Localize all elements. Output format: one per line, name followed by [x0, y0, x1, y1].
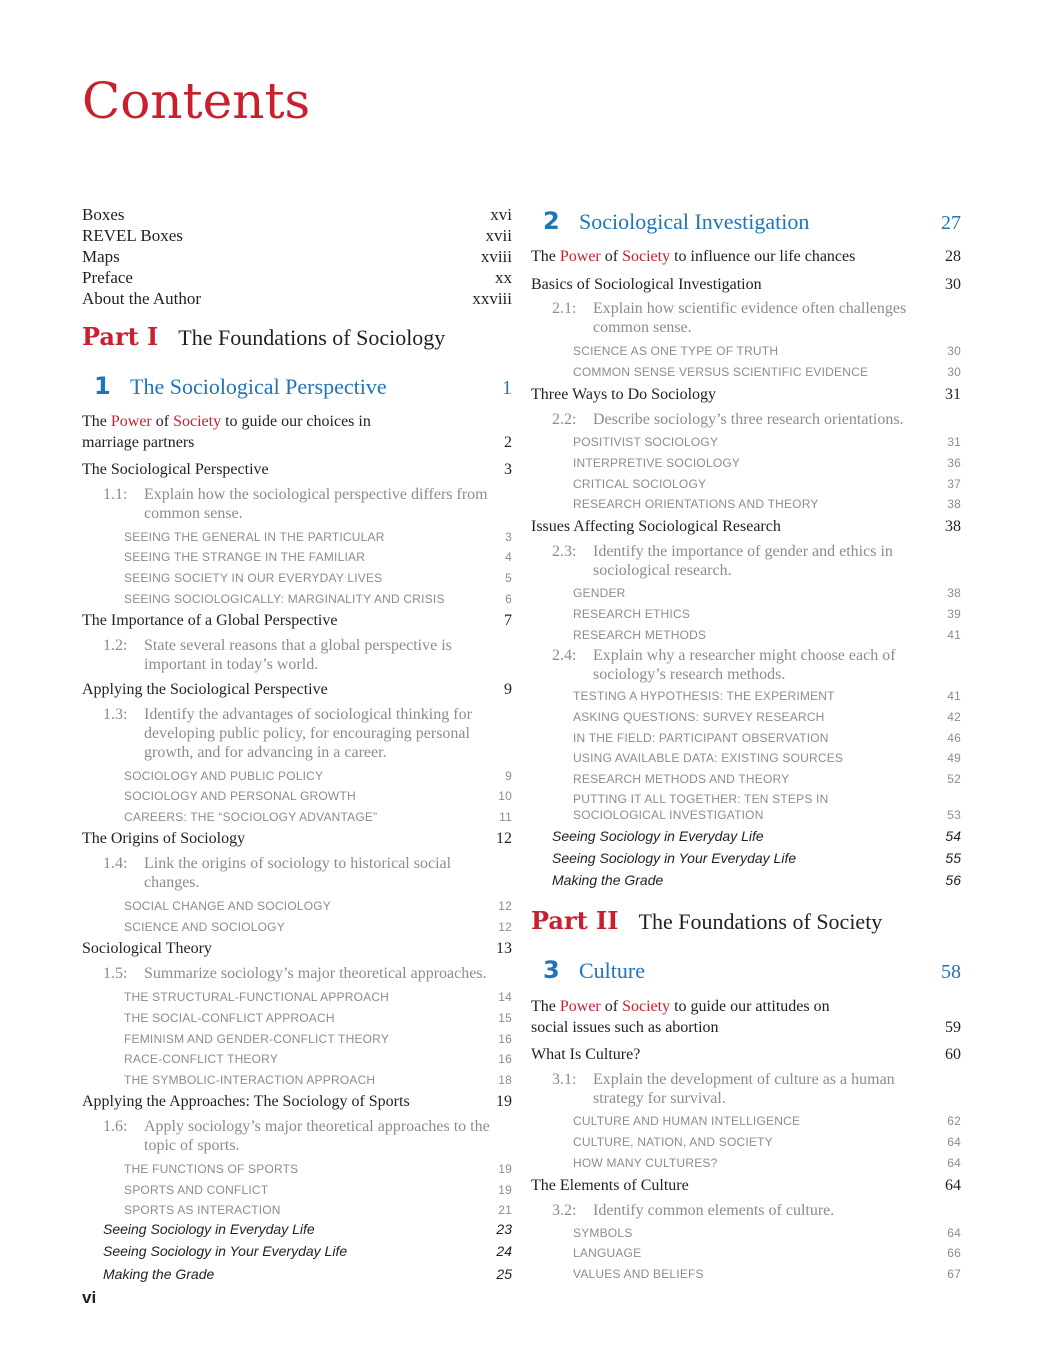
entry-title: THE SOCIAL-CONFLICT APPROACH	[124, 1011, 335, 1025]
part-heading: Part II The Foundations of Society	[531, 906, 883, 935]
entry-page: 49	[947, 751, 961, 765]
objective-number: 2.3:	[552, 543, 577, 560]
entry-title: Three Ways to Do Sociology	[531, 386, 717, 403]
entry-page: 6	[505, 592, 512, 606]
entry-title: CULTURE AND HUMAN INTELLIGENCE	[573, 1114, 801, 1128]
entry-page: 16	[498, 1052, 512, 1066]
toc-section-entry[interactable]	[82, 828, 512, 849]
toc-subsection-entry[interactable]	[124, 768, 512, 784]
toc-section-entry[interactable]	[82, 610, 512, 631]
entry-page: 15	[498, 1011, 512, 1025]
toc-subsection-entry[interactable]	[573, 1245, 961, 1261]
entry-page: 3	[504, 461, 512, 478]
toc-front-entry[interactable]: Maps xviii	[82, 247, 512, 266]
entry-title: SEEING SOCIETY IN OUR EVERYDAY LIVES	[124, 571, 383, 585]
entry-title: LANGUAGE	[573, 1246, 642, 1260]
toc-subsection-entry[interactable]	[124, 591, 512, 607]
toc-power-entry[interactable]: The Power of Society to guide our attitudes on social issues such as abortion 59	[531, 998, 961, 1036]
toc-subsection-entry[interactable]	[573, 791, 961, 823]
entry-page: 38	[945, 518, 961, 535]
entry-title: SCIENCE AND SOCIOLOGY	[124, 920, 285, 934]
toc-section-entry[interactable]	[82, 938, 512, 959]
entry-page: 5	[505, 571, 512, 585]
toc-subsection-entry[interactable]	[573, 496, 961, 512]
entry-title: RESEARCH ETHICS	[573, 607, 691, 621]
toc-section-entry[interactable]	[82, 1091, 512, 1112]
toc-feature-entry[interactable]	[103, 1265, 512, 1283]
entry-page: 62	[947, 1114, 961, 1128]
toc-section-entry[interactable]	[82, 459, 512, 480]
objective-number: 1.4:	[103, 855, 128, 872]
entry-title: SOCIOLOGY AND PUBLIC POLICY	[124, 769, 324, 783]
toc-subsection-entry[interactable]	[573, 476, 961, 492]
toc-subsection-entry[interactable]	[573, 1266, 961, 1282]
entry-page: 37	[947, 477, 961, 491]
objective-text: Describe sociology’s three research orientations.	[593, 411, 904, 428]
entry-page: 14	[498, 990, 512, 1004]
entry-page: 23	[496, 1221, 512, 1237]
objective-text: Summarize sociology’s major theoretical approaches.	[144, 965, 487, 982]
entry-page: 11	[499, 810, 512, 824]
entry-title: The Origins of Sociology	[82, 830, 246, 847]
learning-objective[interactable]	[552, 646, 961, 684]
objective-number: 1.3:	[103, 706, 128, 723]
entry-title: SPORTS AS INTERACTION	[124, 1203, 281, 1217]
entry-title: SPORTS AND CONFLICT	[124, 1183, 269, 1197]
toc-subsection-entry[interactable]	[124, 549, 512, 565]
entry-title: The Elements of Culture	[531, 1177, 689, 1194]
toc-subsection-entry[interactable]	[124, 1072, 512, 1088]
entry-page: 25	[496, 1266, 512, 1282]
toc-feature-entry[interactable]	[552, 827, 961, 845]
entry-title: SEEING THE GENERAL IN THE PARTICULAR	[124, 530, 385, 544]
entry-page: 19	[498, 1162, 512, 1176]
toc-subsection-entry[interactable]	[573, 709, 961, 725]
objective-text: State several reasons that a global perspective is important in today’s world.	[144, 637, 452, 673]
chapter-heading[interactable]: 1 The Sociological Perspective 1	[94, 372, 512, 400]
objective-number: 1.1:	[103, 486, 128, 503]
toc-subsection-entry[interactable]	[124, 1202, 512, 1218]
entry-page: 38	[947, 586, 961, 600]
objective-text: Explain how scientific evidence often challenges common sense.	[593, 300, 907, 336]
entry-page: 54	[945, 828, 961, 844]
entry-page: 55	[945, 850, 961, 866]
entry-page: 31	[945, 386, 961, 403]
toc-section-entry[interactable]	[82, 679, 512, 700]
entry-page: 21	[498, 1203, 512, 1217]
entry-title: FEMINISM AND GENDER-CONFLICT THEORY	[124, 1032, 390, 1046]
toc-subsection-entry[interactable]	[573, 343, 961, 359]
toc-subsection-entry[interactable]	[124, 529, 512, 545]
entry-title: Applying the Approaches: The Sociology of Sports	[82, 1093, 410, 1110]
entry-page: 46	[947, 731, 961, 745]
entry-page: 38	[947, 497, 961, 511]
entry-title: Sociological Theory	[82, 940, 212, 957]
objective-text: Explain the development of culture as a human strategy for survival.	[593, 1071, 895, 1107]
entry-title: SOCIOLOGY AND PERSONAL GROWTH	[124, 789, 356, 803]
entry-title: SOCIAL CHANGE AND SOCIOLOGY	[124, 899, 332, 913]
toc-subsection-entry[interactable]	[124, 788, 512, 804]
toc-section-entry[interactable]	[531, 516, 961, 537]
objective-number: 1.6:	[103, 1118, 128, 1135]
toc-front-entry[interactable]: About the Author xxviii	[82, 289, 512, 308]
entry-title: SEEING SOCIOLOGICALLY: MARGINALITY AND CRISIS	[124, 592, 445, 606]
toc-section-entry[interactable]	[531, 1044, 961, 1065]
entry-title: CAREERS: THE “SOCIOLOGY ADVANTAGE”	[124, 810, 378, 824]
objective-number: 2.2:	[552, 411, 577, 428]
entry-page: 19	[496, 1093, 512, 1110]
entry-title: INTERPRETIVE SOCIOLOGY	[573, 456, 741, 470]
entry-page: 67	[947, 1267, 961, 1281]
toc-subsection-entry[interactable]	[573, 627, 961, 643]
entry-title: The Importance of a Global Perspective	[82, 612, 338, 629]
entry-page: 56	[945, 872, 961, 888]
page-number: vi	[82, 1288, 97, 1307]
entry-title: RACE-CONFLICT THEORY	[124, 1052, 279, 1066]
entry-title: RESEARCH METHODS AND THEORY	[573, 772, 790, 786]
entry-page: 53	[947, 808, 961, 822]
entry-title: Seeing Sociology in Your Everyday Life	[103, 1243, 348, 1259]
entry-page: 31	[947, 435, 961, 449]
entry-title: Making the Grade	[103, 1266, 215, 1282]
entry-title: GENDER	[573, 586, 626, 600]
part-heading: Part I The Foundations of Sociology	[82, 322, 446, 351]
entry-page: 30	[947, 365, 961, 379]
toc-feature-entry[interactable]	[552, 849, 961, 867]
entry-title: Making the Grade	[552, 872, 664, 888]
entry-page: 3	[505, 530, 512, 544]
entry-page: 52	[947, 772, 961, 786]
learning-objective[interactable]	[103, 636, 512, 674]
entry-title: What Is Culture?	[531, 1046, 641, 1063]
entry-page: 13	[496, 940, 512, 957]
learning-objective[interactable]	[552, 410, 961, 429]
toc-subsection-entry[interactable]	[573, 364, 961, 380]
toc-subsection-entry[interactable]	[124, 898, 512, 914]
entry-title: Seeing Sociology in Everyday Life	[552, 828, 764, 844]
entry-page: 42	[947, 710, 961, 724]
toc-subsection-entry[interactable]	[573, 585, 961, 601]
entry-title: Seeing Sociology in Everyday Life	[103, 1221, 315, 1237]
toc-subsection-entry[interactable]	[124, 1161, 512, 1177]
entry-page: 64	[947, 1135, 961, 1149]
toc-subsection-entry[interactable]	[124, 1051, 512, 1067]
objective-number: 2.4:	[552, 647, 577, 664]
entry-page: 41	[947, 689, 961, 703]
chapter-heading[interactable]: 3 Culture 58	[543, 956, 961, 984]
objective-text: Identify the importance of gender and ethics in sociological research.	[593, 543, 893, 579]
entry-title: Basics of Sociological Investigation	[531, 276, 762, 293]
objective-text: Explain how the sociological perspective differs from common sense.	[144, 486, 488, 522]
entry-title: Applying the Sociological Perspective	[82, 681, 328, 698]
toc-subsection-entry[interactable]	[124, 1182, 512, 1198]
entry-page: 10	[498, 789, 512, 803]
toc-power-entry[interactable]: The Power of Society to guide our choices in marriage partners 2	[82, 413, 512, 451]
entry-title: SEEING THE STRANGE IN THE FAMILIAR	[124, 550, 366, 564]
entry-title: CRITICAL SOCIOLOGY	[573, 477, 707, 491]
objective-number: 3.1:	[552, 1071, 577, 1088]
learning-objective[interactable]	[103, 1117, 512, 1155]
entry-page: 9	[505, 769, 512, 783]
learning-objective[interactable]	[552, 299, 961, 337]
chapter-heading[interactable]: 2 Sociological Investigation 27	[543, 207, 961, 235]
entry-page: 66	[947, 1246, 961, 1260]
toc-feature-entry[interactable]	[552, 871, 961, 889]
entry-page: 4	[505, 550, 512, 564]
toc-subsection-entry[interactable]	[573, 1113, 961, 1129]
page-title: Contents	[82, 72, 311, 130]
toc-subsection-entry[interactable]	[573, 1225, 961, 1241]
entry-page: 18	[498, 1073, 512, 1087]
toc-subsection-entry[interactable]	[573, 1155, 961, 1171]
toc-subsection-entry[interactable]	[124, 989, 512, 1005]
objective-text: Identify the advantages of sociological thinking for developing public policy, for encouraging personal growth, and for advancing in a career.	[144, 706, 472, 761]
learning-objective[interactable]	[552, 542, 961, 580]
entry-page: 24	[496, 1243, 512, 1259]
entry-page: 39	[947, 607, 961, 621]
toc-subsection-entry[interactable]	[573, 750, 961, 766]
toc-subsection-entry[interactable]	[573, 688, 961, 704]
entry-page: 64	[947, 1156, 961, 1170]
objective-text: Link the origins of sociology to historical social changes.	[144, 855, 452, 891]
entry-page: 16	[498, 1032, 512, 1046]
toc-feature-entry[interactable]	[103, 1220, 512, 1238]
entry-page: 7	[504, 612, 512, 629]
entry-title: CULTURE, NATION, AND SOCIETY	[573, 1135, 773, 1149]
learning-objective[interactable]	[552, 1201, 961, 1220]
entry-page: 60	[945, 1046, 961, 1063]
toc-subsection-entry[interactable]	[573, 434, 961, 450]
entry-page: 12	[498, 899, 512, 913]
toc-section-entry[interactable]	[531, 384, 961, 405]
learning-objective[interactable]	[552, 1070, 961, 1108]
entry-title: RESEARCH METHODS	[573, 628, 707, 642]
entry-title: IN THE FIELD: PARTICIPANT OBSERVATION	[573, 731, 829, 745]
entry-page: 9	[504, 681, 512, 698]
toc-section-entry[interactable]	[531, 1175, 961, 1196]
learning-objective[interactable]	[103, 705, 512, 762]
entry-title: Seeing Sociology in Your Everyday Life	[552, 850, 797, 866]
entry-title: PUTTING IT ALL TOGETHER: TEN STEPS IN SOCIOLOGICAL INVESTIGATION	[573, 792, 829, 822]
objective-text: Identify common elements of culture.	[593, 1202, 835, 1219]
entry-page: 12	[496, 830, 512, 847]
objective-number: 1.5:	[103, 965, 128, 982]
entry-title: COMMON SENSE VERSUS SCIENTIFIC EVIDENCE	[573, 365, 869, 379]
entry-title: USING AVAILABLE DATA: EXISTING SOURCES	[573, 751, 844, 765]
toc-subsection-entry[interactable]	[124, 809, 512, 825]
entry-title: THE STRUCTURAL-FUNCTIONAL APPROACH	[124, 990, 390, 1004]
toc-subsection-entry[interactable]	[573, 730, 961, 746]
entry-title: SYMBOLS	[573, 1226, 633, 1240]
toc-subsection-entry[interactable]	[124, 570, 512, 586]
entry-page: 30	[945, 276, 961, 293]
objective-text: Explain why a researcher might choose each of sociology’s research methods.	[593, 647, 896, 683]
toc-subsection-entry[interactable]	[573, 455, 961, 471]
entry-title: The Sociological Perspective	[82, 461, 269, 478]
objective-text: Apply sociology’s major theoretical approaches to the topic of sports.	[144, 1118, 490, 1154]
toc-front-entry[interactable]: Preface xx	[82, 268, 512, 287]
toc-front-entry[interactable]: Boxes xvi	[82, 205, 512, 224]
entry-page: 41	[947, 628, 961, 642]
toc-subsection-entry[interactable]	[124, 919, 512, 935]
entry-title: VALUES AND BELIEFS	[573, 1267, 704, 1281]
entry-page: 19	[498, 1183, 512, 1197]
toc-subsection-entry[interactable]	[573, 1134, 961, 1150]
toc-front-entry[interactable]: REVEL Boxes xvii	[82, 226, 512, 245]
entry-title: RESEARCH ORIENTATIONS AND THEORY	[573, 497, 819, 511]
learning-objective[interactable]	[103, 964, 512, 983]
objective-number: 2.1:	[552, 300, 577, 317]
entry-title: TESTING A HYPOTHESIS: THE EXPERIMENT	[573, 689, 835, 703]
toc-subsection-entry[interactable]	[573, 771, 961, 787]
entry-page: 12	[498, 920, 512, 934]
entry-page: 30	[947, 344, 961, 358]
entry-title: HOW MANY CULTURES?	[573, 1156, 718, 1170]
entry-page: 36	[947, 456, 961, 470]
entry-title: POSITIVIST SOCIOLOGY	[573, 435, 719, 449]
objective-number: 1.2:	[103, 637, 128, 654]
learning-objective[interactable]	[103, 854, 512, 892]
entry-title: THE FUNCTIONS OF SPORTS	[124, 1162, 299, 1176]
objective-number: 3.2:	[552, 1202, 577, 1219]
toc-subsection-entry[interactable]	[124, 1031, 512, 1047]
entry-title: SCIENCE AS ONE TYPE OF TRUTH	[573, 344, 779, 358]
entry-page: 64	[947, 1226, 961, 1240]
entry-title: Issues Affecting Sociological Research	[531, 518, 781, 535]
toc-subsection-entry[interactable]	[124, 1010, 512, 1026]
entry-title: ASKING QUESTIONS: SURVEY RESEARCH	[573, 710, 825, 724]
toc-feature-entry[interactable]	[103, 1242, 512, 1260]
learning-objective[interactable]	[103, 485, 512, 523]
entry-title: THE SYMBOLIC-INTERACTION APPROACH	[124, 1073, 376, 1087]
entry-page: 64	[945, 1177, 961, 1194]
toc-subsection-entry[interactable]	[573, 606, 961, 622]
toc-section-entry[interactable]	[531, 274, 961, 295]
toc-power-entry[interactable]: The Power of Society to influence our life chances 28	[531, 248, 961, 265]
